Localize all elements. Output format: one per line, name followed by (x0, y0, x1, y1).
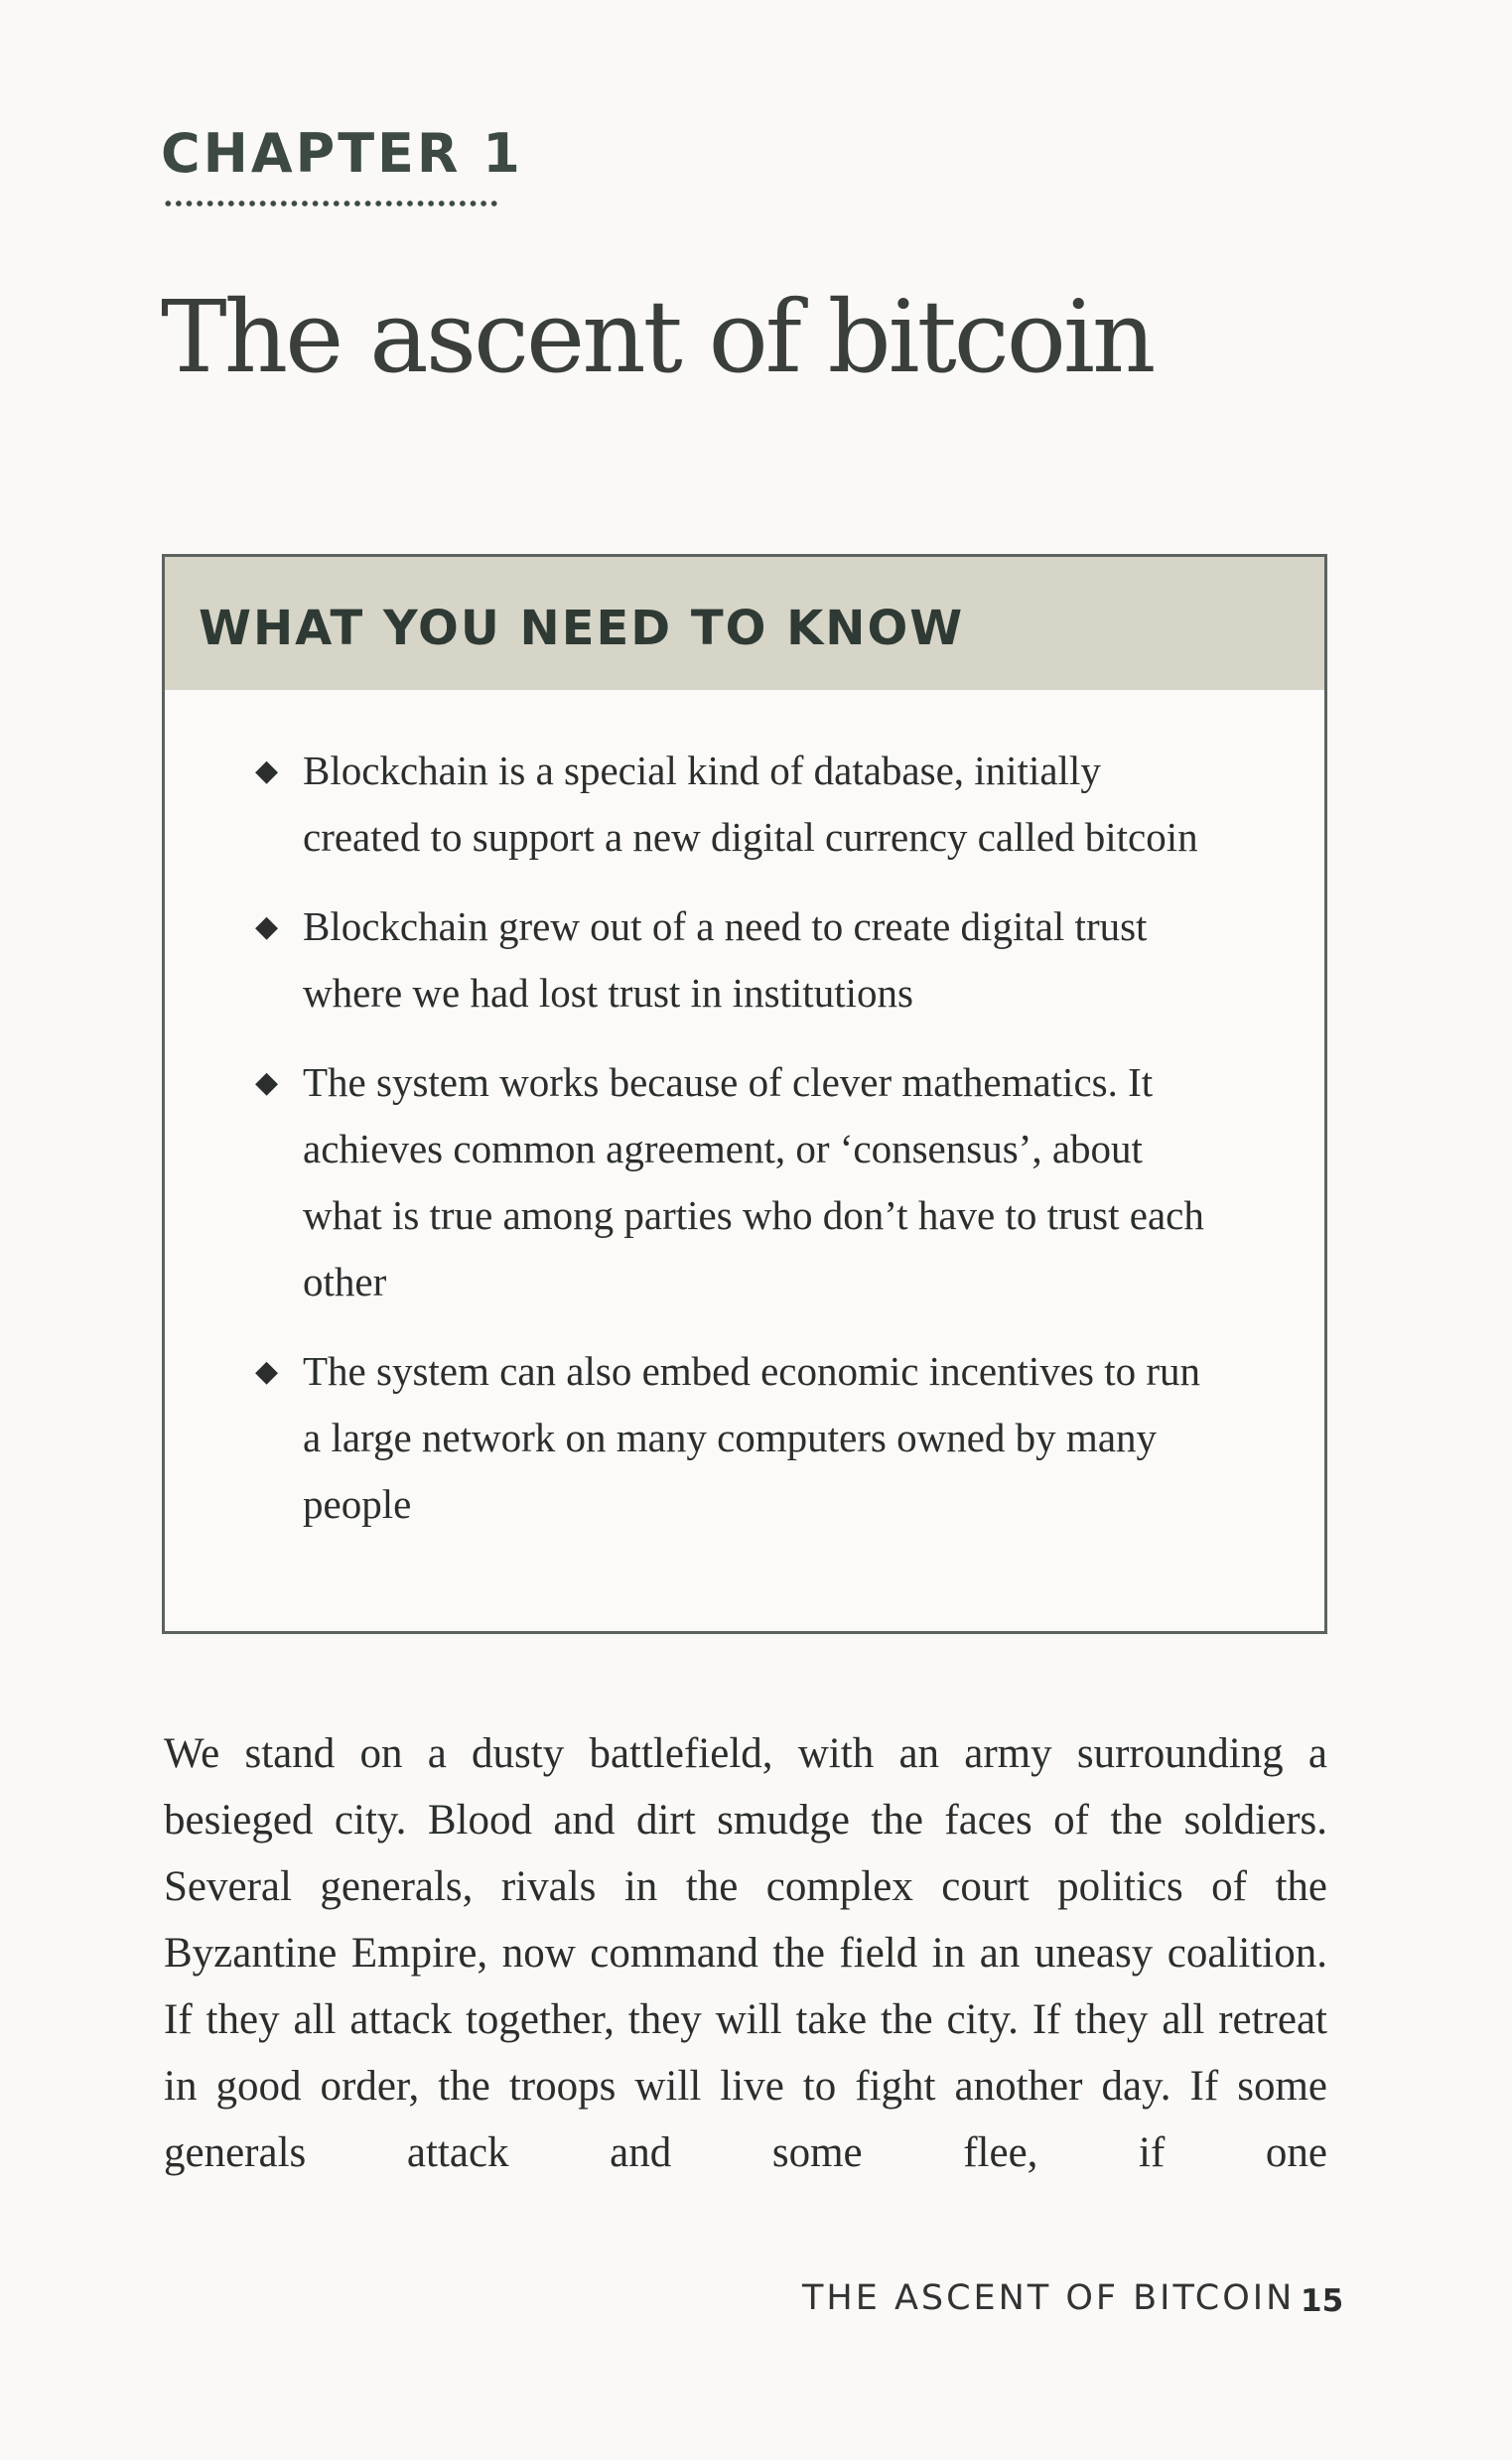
chapter-title: The ascent of bitcoin (161, 279, 1154, 395)
page-number: 15 (1301, 2283, 1344, 2319)
key-point (255, 893, 1226, 1026)
key-point-text: The system can also embed economic incentives to run a large network on many computers owned by many people (303, 1348, 1201, 1527)
body-paragraph: We stand on a dusty battlefield, with an army surrounding a besieged city. Blood and dirt smudge the faces of the soldiers. Several generals, rivals in the complex court politics of the Byzantine Empire, now command the field in an uneasy coalition. If they all attack together, they will take the city. If they all retreat in good order, the troops will live to fight another day. If some generals attack and some flee, if one (164, 1730, 1327, 2176)
chapter-dotted-rule (163, 199, 500, 208)
box-header (165, 557, 1324, 690)
diamond-bullet-icon: ◆ (255, 909, 279, 944)
key-points-list (165, 690, 1324, 1538)
key-point (255, 1049, 1226, 1315)
key-point (255, 738, 1226, 871)
diamond-bullet-icon: ◆ (255, 1354, 279, 1389)
box-heading: WHAT YOU NEED TO KNOW (199, 601, 965, 656)
chapter-label: CHAPTER 1 (161, 122, 523, 185)
key-point-text: The system works because of clever mathematics. It achieves common agreement, or ‘consensus’, about what is true among parties who don’t have to trust each other (303, 1059, 1204, 1304)
diamond-bullet-icon: ◆ (255, 1065, 279, 1100)
what-you-need-to-know-box (162, 554, 1327, 1634)
diamond-bullet-icon: ◆ (255, 753, 279, 788)
running-footer: THE ASCENT OF BITCOIN (802, 2278, 1296, 2318)
key-point (255, 1338, 1226, 1538)
key-point-text: Blockchain grew out of a need to create digital trust where we had lost trust in institutions (303, 903, 1148, 1016)
key-point-text: Blockchain is a special kind of database, initially created to support a new digital currency called bitcoin (303, 748, 1198, 860)
